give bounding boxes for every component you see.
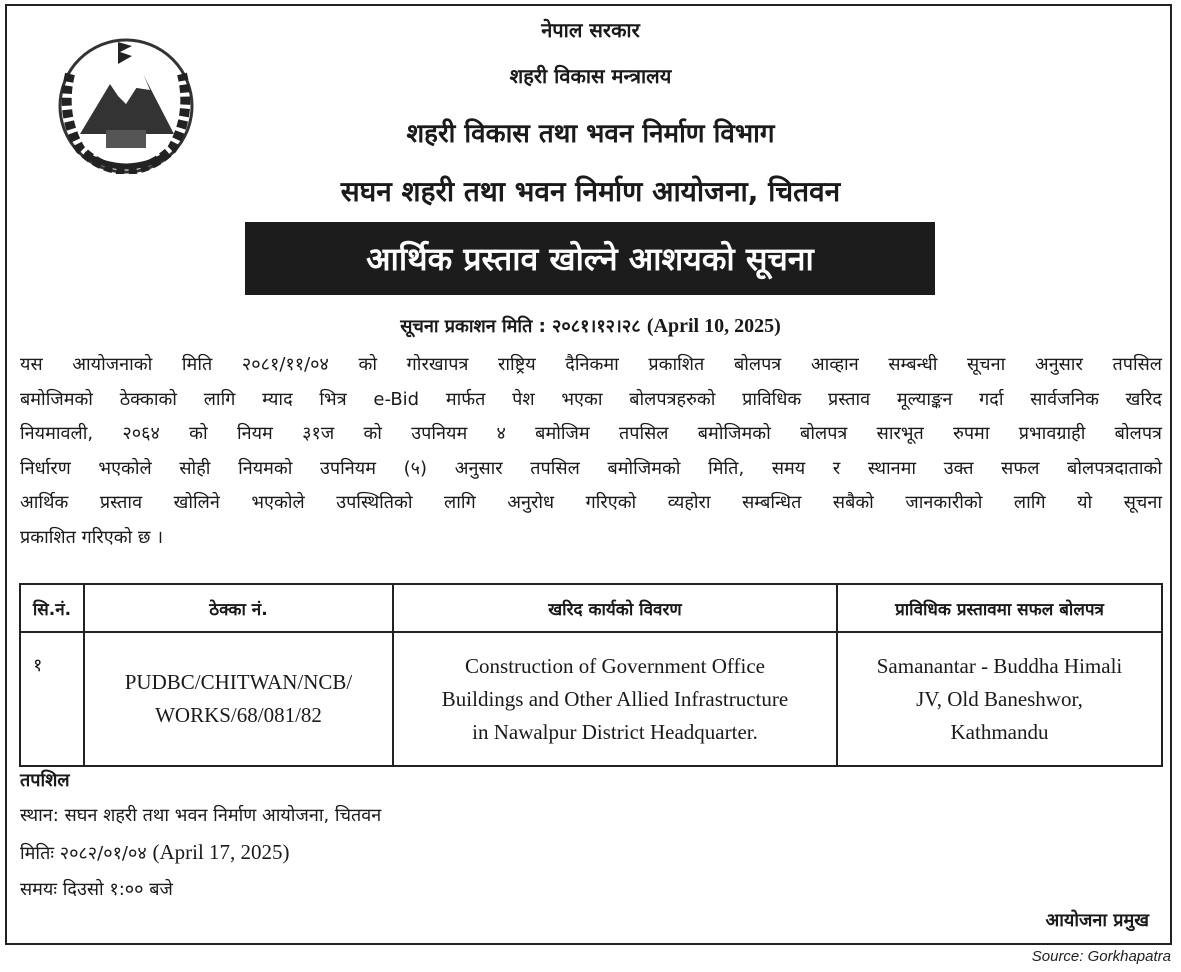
publish-date: [0, 314, 1181, 338]
cell-description: Construction of Government Office Buildings and Other Allied Infrastructure in Nawalpur District Headquarter.: [393, 632, 837, 766]
details-time: समयः दिउसो १:०० बजे: [20, 879, 173, 900]
government-emblem: [40, 34, 212, 174]
publish-date-en: (April 10, 2025): [646, 315, 781, 337]
body-line: नियमावली, २०६४ को नियम ३१ज को उपनियम ४ बमोजिम तपसिल बमोजिमको बोलपत्र सारभूत रुपमा प्रभावग्राही बोलपत्र: [20, 423, 1162, 445]
table-header-row: [20, 584, 1162, 632]
details-date-en: (April 17, 2025): [152, 840, 290, 864]
notice-body: [20, 348, 1162, 556]
cell-contract-no: PUDBC/CHITWAN/NCB/ WORKS/68/081/82: [84, 632, 393, 766]
details-date-label: मितिः २०८२/०१/०४: [20, 843, 147, 864]
government-name: नेपाल सरकार: [541, 18, 640, 42]
body-line: यस आयोजनाको मिति २०८१/११/०४ को गोरखापत्र राष्ट्रिय दैनिकमा प्रकाशित बोलपत्र आव्हान सम्बन्धी सूचना अनुसार तपसिल: [20, 354, 1162, 375]
body-line: आर्थिक प्रस्ताव खोलिने भएकोले उपस्थितिको लागि अनुरोध गरिएको व्यहोरा सम्बन्धित सबैको जानकारीको लागि यो सूचना: [20, 492, 1162, 514]
cell-bidder: Samanantar - Buddha Himali JV, Old Baneshwor, Kathmandu: [837, 632, 1162, 766]
header-contract-no: ठेक्का नं.: [84, 584, 393, 632]
header-sn: सि.नं.: [20, 584, 84, 632]
body-line: बमोजिमको ठेक्काको लागि म्याद भित्र e-Bid मार्फत पेश भएका बोलपत्रहरुको प्राविधिक प्रस्ताव मूल्याङ्कन गर्दा सार्वजनिक खरिद: [20, 388, 1162, 410]
details-date: [20, 840, 290, 865]
header-description: खरिद कार्यको विवरण: [393, 584, 837, 632]
department-name: शहरी विकास तथा भवन निर्माण विभाग: [406, 119, 775, 149]
table-row: [20, 632, 1162, 766]
ministry-name: शहरी विकास मन्त्रालय: [509, 64, 672, 88]
body-line: निर्धारण भएकोले सोही नियमको उपनियम (५) अनुसार तपसिल बमोजिमको मिति, समय र स्थानमा उक्त सफल बोलपत्रदाताको: [20, 457, 1162, 479]
bid-table: [19, 583, 1163, 767]
cell-sn: १: [20, 632, 84, 766]
details-place: स्थान: सघन शहरी तथा भवन निर्माण आयोजना, चितवन: [20, 805, 382, 826]
notice-title: आर्थिक प्रस्ताव खोल्ने आशयको सूचना: [245, 222, 935, 295]
signature: आयोजना प्रमुख: [1045, 910, 1149, 931]
header-bidder: प्राविधिक प्रस्तावमा सफल बोलपत्र: [837, 584, 1162, 632]
publish-date-label: सूचना प्रकाशन मिति : २०८१।१२।२८: [400, 316, 641, 337]
body-line: प्रकाशित गरिएको छ ।: [20, 526, 164, 548]
source-credit: Source: Gorkhapatra: [1031, 948, 1171, 965]
project-name: सघन शहरी तथा भवन निर्माण आयोजना, चितवन: [340, 175, 841, 208]
details-heading: तपशिल: [20, 770, 70, 791]
